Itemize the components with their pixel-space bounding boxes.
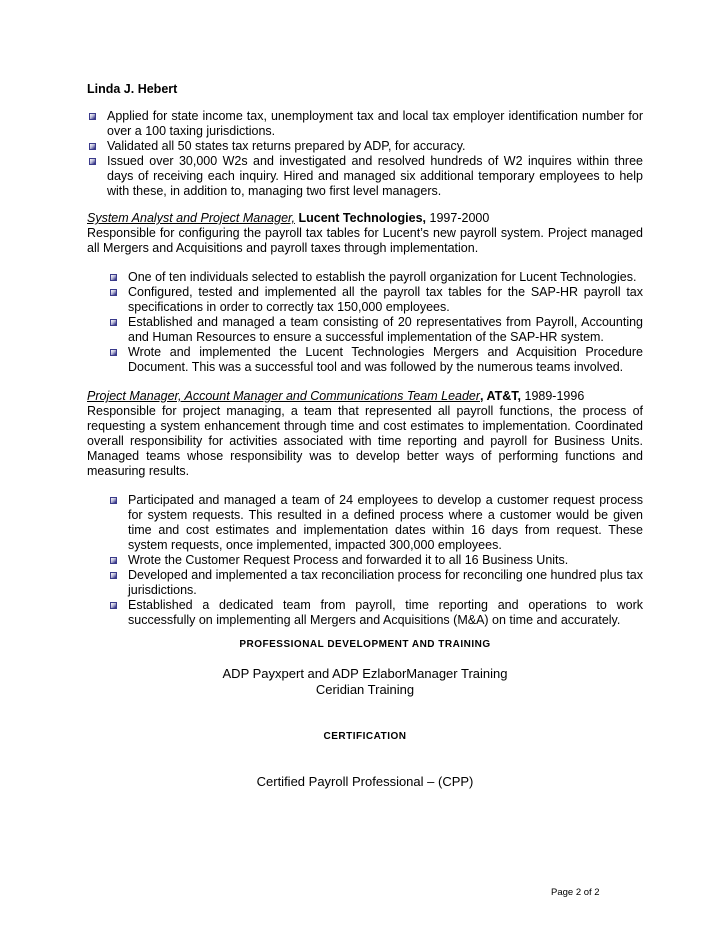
square-bullet-icon	[89, 143, 96, 150]
square-bullet-icon	[110, 602, 117, 609]
job-heading	[87, 389, 643, 404]
job-lucent	[87, 211, 643, 256]
square-bullet-icon	[110, 557, 117, 564]
list-item: Validated all 50 states tax returns prepared by ADP, for accuracy.	[87, 139, 643, 154]
list-item: Wrote the Customer Request Process and forwarded it to all 16 Business Units.	[108, 553, 643, 568]
square-bullet-icon	[110, 319, 117, 326]
job-title: Project Manager, Account Manager and Communications Team Leader	[87, 389, 481, 403]
job-company: , AT&T,	[480, 389, 522, 403]
job-dates: 1997-2000	[429, 211, 490, 225]
certification-heading: CERTIFICATION	[323, 731, 407, 742]
square-bullet-icon	[110, 572, 117, 579]
square-bullet-icon	[110, 274, 117, 281]
job-heading	[87, 211, 643, 226]
resume-page	[87, 82, 643, 790]
square-bullet-icon	[89, 113, 96, 120]
lucent-bullet-list	[108, 270, 643, 375]
list-item: Configured, tested and implemented all the payroll tax tables for the SAP-HR payroll tax specifications in order to correctly tax 150,000 employees.	[108, 285, 643, 315]
certification-item: Certified Payroll Professional – (CPP)	[256, 774, 474, 789]
list-item: Established a dedicated team from payroll, time reporting and operations to work successfully on implementing all Mergers and Acquisitions (M&A) on time and accurately.	[108, 598, 643, 628]
training-item: Ceridian Training	[315, 682, 415, 697]
att-bullet-list	[108, 493, 643, 628]
list-item: Participated and managed a team of 24 employees to develop a customer request process for system requests. This resulted in a defined process where a customer would be given time and cost estimates and implementation dates within 16 days from request. These system requests, once implemented, impacted 300,000 employees.	[108, 493, 643, 553]
training-item: ADP Payxpert and ADP EzlaborManager Training	[222, 666, 508, 681]
candidate-name: Linda J. Hebert	[87, 82, 178, 96]
square-bullet-icon	[110, 349, 117, 356]
square-bullet-icon	[89, 158, 96, 165]
job-description: Responsible for project managing, a team that represented all payroll functions, the process of requesting a system enhancement through time and cost estimates to implementation. Coordinated overall responsibility for activities associated with time reporting and payroll for Business Units. Managed teams whose responsibility was to develop better ways of performing functions and measuring results.	[87, 404, 643, 478]
job-dates: 1989-1996	[524, 389, 585, 403]
list-item: Wrote and implemented the Lucent Technologies Mergers and Acquisition Procedure Document. This was a successful tool and was followed by the numerous teams involved.	[108, 345, 643, 375]
list-item: Developed and implemented a tax reconciliation process for reconciling one hundred plus tax jurisdictions.	[108, 568, 643, 598]
list-item: Applied for state income tax, unemployment tax and local tax employer identification number for over a 100 taxing jurisdictions.	[87, 109, 643, 139]
job-title: System Analyst and Project Manager,	[87, 211, 295, 225]
square-bullet-icon	[110, 497, 117, 504]
job-company: Lucent Technologies,	[298, 211, 427, 225]
page-number: Page 2 of 2	[551, 887, 600, 898]
list-item: One of ten individuals selected to establish the payroll organization for Lucent Technologies.	[108, 270, 643, 285]
job-description: Responsible for configuring the payroll tax tables for Lucent’s new payroll system. Project managed all Mergers and Acquisitions and payroll taxes through implementation.	[87, 226, 643, 255]
list-item: Established and managed a team consisting of 20 representatives from Payroll, Accounting and Human Resources to ensure a successful implementation of the SAP-HR system.	[108, 315, 643, 345]
intro-bullet-list	[87, 109, 643, 199]
list-item: Issued over 30,000 W2s and investigated and resolved hundreds of W2 inquires within three days of receiving each inquiry. Hired and managed six additional temporary employees to help with these, in addition to, managing two first level managers.	[87, 154, 643, 199]
job-att	[87, 389, 643, 479]
training-heading: PROFESSIONAL DEVELOPMENT AND TRAINING	[239, 639, 491, 650]
square-bullet-icon	[110, 289, 117, 296]
